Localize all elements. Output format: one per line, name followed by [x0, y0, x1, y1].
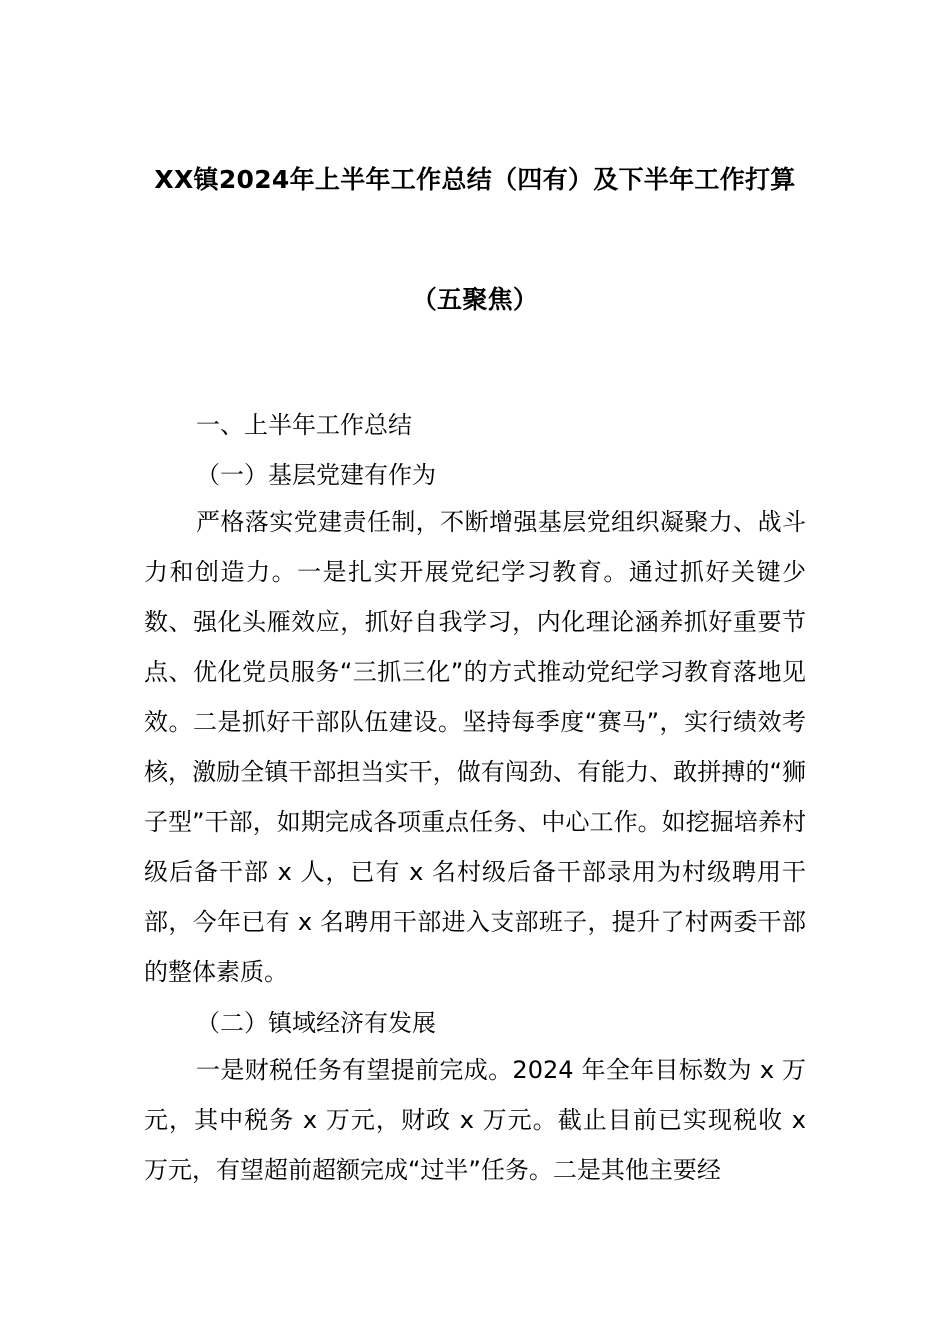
document-subtitle: （五聚焦） — [411, 285, 539, 314]
body-paragraph: 一是财税任务有望提前完成。2024 年全年目标数为 x 万元，其中税务 x 万元，财政 x 万元。截止目前已实现税收 x 万元，有望超前超额完成“过半”任务。二是其他主要经 — [144, 1056, 806, 1184]
section-heading: 一、上半年工作总结 — [196, 411, 412, 439]
document-title: XX镇2024年上半年工作总结（四有）及下半年工作打算 — [154, 165, 796, 194]
subsection-heading: （二）镇域经济有发展 — [196, 1009, 436, 1037]
body-paragraph: 严格落实党建责任制，不断增强基层党组织凝聚力、战斗力和创造力。一是扎实开展党纪学习教育。通过抓好关键少数、强化头雁效应，抓好自我学习，内化理论涵养抓好重要节点、优化党员服务“三抓三化”的方式推动党纪学习教育落地见效。二是抓好干部队伍建设。坚持每季度“赛马”，实行绩效考核，激励全镇干部担当实干，做有闯劲、有能力、敢拼搏的“狮子型”干部，如期完成各项重点任务、中心工作。如挖掘培养村级后备干部 x 人，已有 x 名村级后备干部录用为村级聘用干部，今年已有 x 名聘用干部进入支部班子，提升了村两委干部的整体素质。 — [144, 508, 806, 986]
subsection-heading: （一）基层党建有作为 — [196, 461, 436, 489]
